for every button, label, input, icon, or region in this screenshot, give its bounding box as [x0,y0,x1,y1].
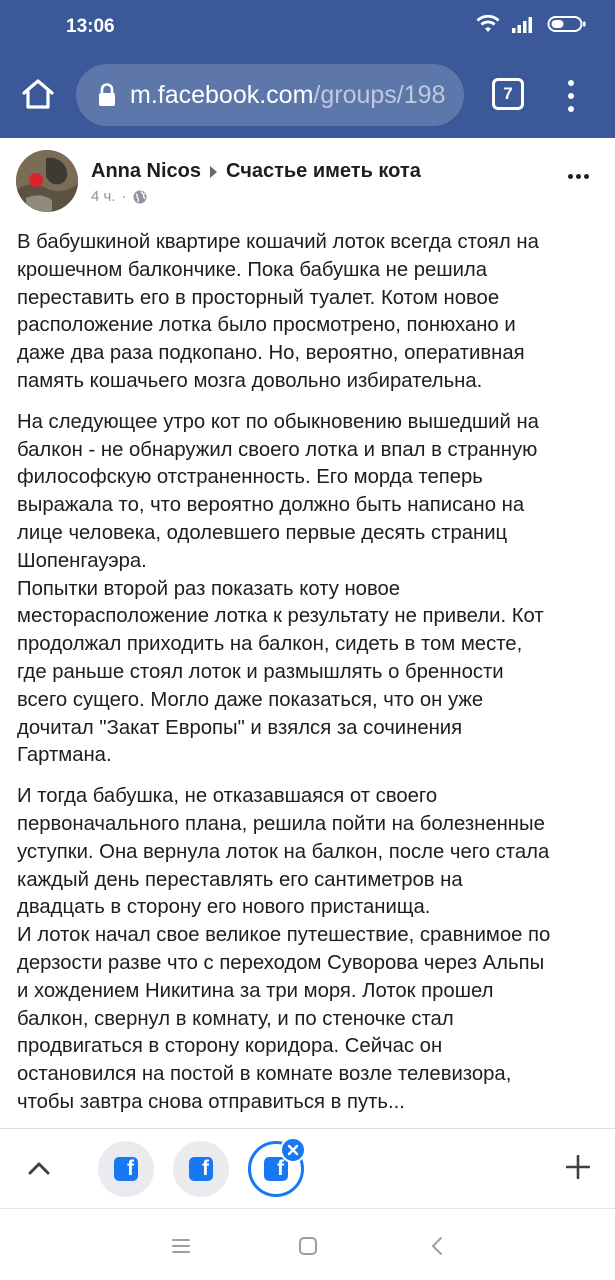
arrow-right-icon [210,166,217,178]
text-line: чтобы завтра снова отправиться в путь... [17,1090,405,1113]
text-line: продолжал приходить на балкон, сидеть в том месте, [17,633,523,656]
url-host: m.facebook.com [130,80,314,109]
text-line: даже два раза подкопано. Но, вероятно, оперативная [17,342,525,365]
close-tab-button[interactable] [280,1137,306,1163]
text-line: лице человека, одолевшего первые десять страниц [17,521,508,544]
chevron-up-icon [28,1161,50,1175]
menu-dot-icon [568,80,574,86]
url-text [130,81,445,110]
menu-dot-icon [568,93,574,99]
text-line: двадцать в сторону его нового пристанища. [17,896,431,919]
text-line: память кошачьего мозга довольно избирательна. [17,369,483,392]
browser-menu-button[interactable] [556,76,586,116]
post-author-line [91,160,421,183]
more-dot-icon [568,174,573,179]
text-line: балкон, свернул в комнату, и по стеночке стал [17,1007,454,1030]
wifi-icon [475,14,501,34]
text-line: каждый день переставлять его сантиметров на [17,868,463,891]
tab-count-button[interactable] [492,78,524,110]
facebook-icon: f [114,1157,138,1181]
text-line: первоначального плана, решила пойти на болезненные [17,812,545,835]
back-button[interactable] [422,1231,452,1261]
post-more-button[interactable] [568,174,589,179]
text-line: дочитал "Закат Европы" и взялся за сочинения [17,716,463,739]
text-line: всего сущего. Могло даже показаться, что он уже [17,688,484,711]
group-name[interactable]: Счастье иметь кота [226,160,421,182]
author-name[interactable]: Anna Nicos [91,160,202,182]
post-header [0,138,615,228]
expand-tabs-button[interactable] [22,1151,56,1185]
tab-switcher-bar [0,1128,615,1208]
plus-icon [566,1155,590,1179]
post-paragraph [17,409,607,770]
globe-icon [133,190,147,204]
text-line: месторасположение лотка к результату не привели. Кот [17,605,544,628]
menu-icon [171,1237,191,1255]
more-dot-icon [584,174,589,179]
text-line: Попытки второй раз показать коту новое [17,577,401,600]
home-icon [21,78,55,110]
text-line: остановился на постой в комнате возле телевизора, [17,1063,512,1086]
post-meta [91,188,147,205]
recent-apps-button[interactable] [166,1231,196,1261]
text-line: продвигаться в сторону коридора. Сейчас он [17,1035,443,1058]
text-line: И лоток начал свое великое путешествие, сравнимое по [17,924,551,947]
text-line: Шопенгауэра. [17,549,147,572]
meta-separator: · [121,188,127,205]
post-text [17,229,607,1130]
text-line: философскую отстраненность. Его морда теперь [17,466,483,489]
text-line: И тогда бабушка, не отказавшаяся от своего [17,785,438,808]
avatar-photo-icon [16,150,78,212]
menu-dot-icon [568,106,574,112]
text-line: где раньше стоял лоток и размышлять о бренности [17,660,504,683]
text-line: дерзости разве что с переходом Суворова через Альпы [17,951,545,974]
system-nav-bar [0,1208,615,1280]
close-icon [287,1144,299,1156]
chevron-left-icon [430,1236,444,1256]
status-time: 13:06 [66,16,115,37]
tab-count: 7 [503,84,513,103]
new-tab-button[interactable] [560,1149,596,1185]
text-line: переставить его в просторный туалет. Котом новое [17,286,500,309]
text-line: расположение лотка было просмотрено, понюхано и [17,314,516,337]
text-line: В бабушкиной квартире кошачий лоток всегда стоял на [17,231,539,253]
text-line: балкон - не обнаружил своего лотка и впал в странную [17,438,538,461]
text-line: выражала то, что вероятно должно быть написано на [17,494,525,517]
post-time[interactable]: 4 ч. [91,188,116,205]
text-line: Гартмана. [17,744,112,767]
status-bar [0,0,615,56]
tab-thumbnail[interactable] [173,1141,229,1197]
post-paragraph [17,229,607,396]
facebook-icon: f [264,1157,288,1181]
text-line: уступки. Она вернула лоток на балкон, после чего стала [17,840,550,863]
browser-chrome [0,0,615,138]
square-icon [298,1236,318,1256]
more-dot-icon [576,174,581,179]
battery-icon [547,14,587,34]
status-icons [475,14,587,34]
url-path: /groups/198 [313,80,446,109]
lock-icon [96,82,118,108]
home-system-button[interactable] [293,1231,323,1261]
tab-thumbnail[interactable] [98,1141,154,1197]
text-line: крошечном балкончике. Пока бабушка не решила [17,258,488,281]
avatar[interactable] [16,150,78,212]
text-line: На следующее утро кот по обыкновению вышедший на [17,410,539,433]
signal-icon [511,14,537,34]
home-button[interactable] [14,70,62,118]
address-bar[interactable] [76,64,464,126]
browser-toolbar [0,56,615,138]
text-line: и хождением Никитина за три моря. Лоток прошел [17,979,494,1002]
facebook-icon: f [189,1157,213,1181]
post-paragraph [17,783,607,1117]
